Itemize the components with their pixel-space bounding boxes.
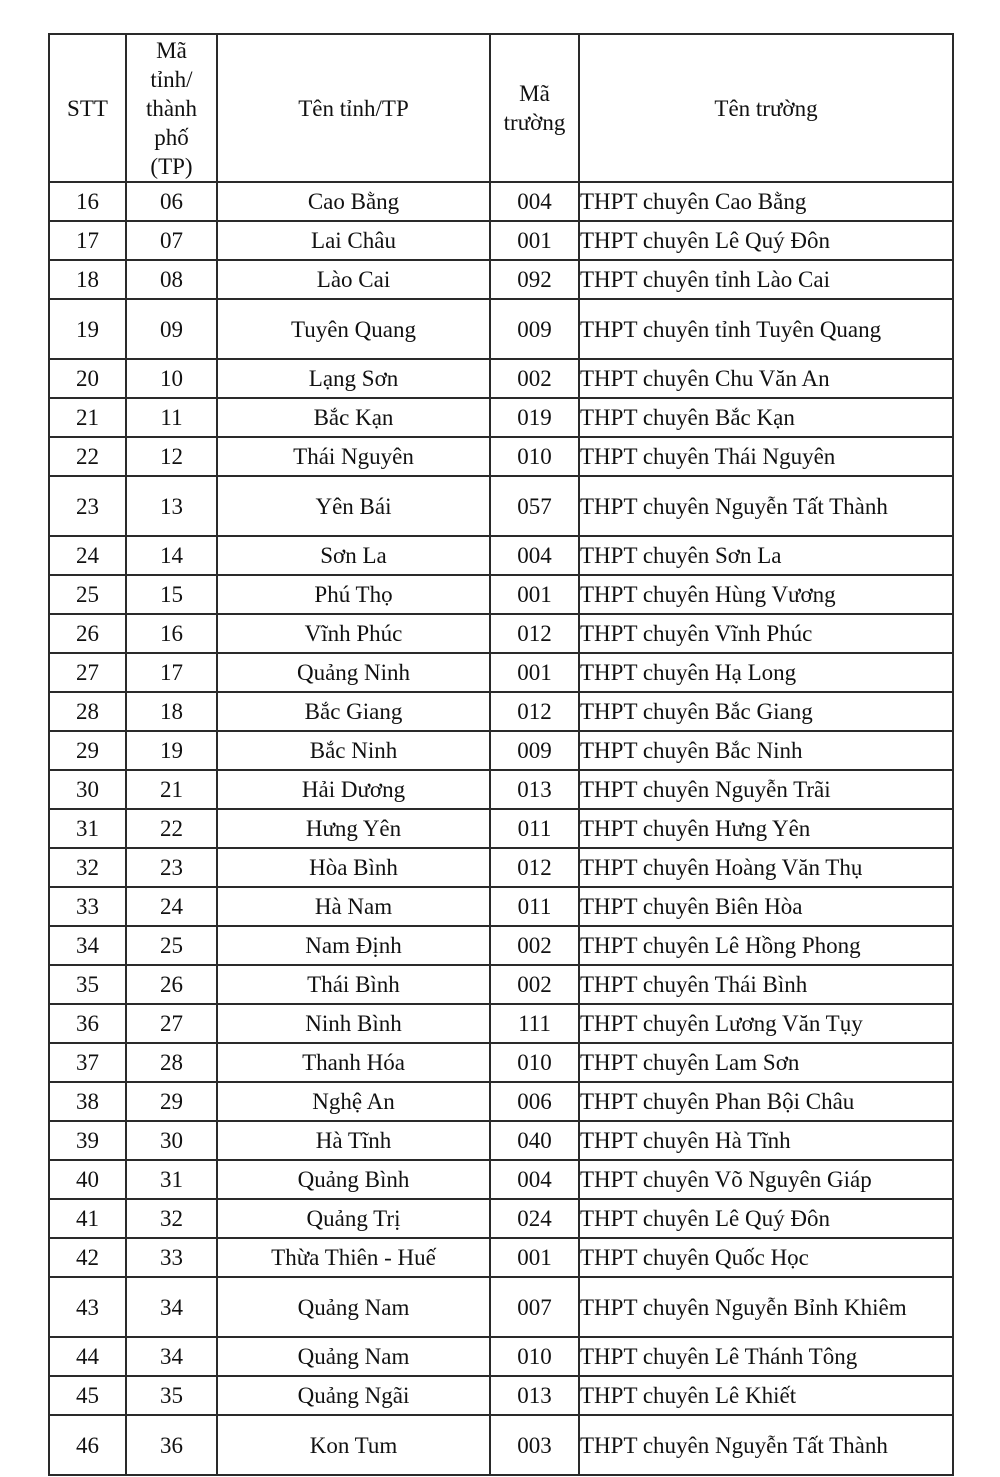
cell-stt: 27 bbox=[49, 653, 126, 692]
cell-stt: 39 bbox=[49, 1121, 126, 1160]
cell-stt: 36 bbox=[49, 1004, 126, 1043]
table-row bbox=[49, 1043, 953, 1082]
cell-province-name: Thanh Hóa bbox=[217, 1043, 490, 1082]
cell-stt: 41 bbox=[49, 1199, 126, 1238]
cell-school-name: THPT chuyên Cao Bằng bbox=[579, 182, 953, 221]
cell-province-name: Quảng Ngãi bbox=[217, 1376, 490, 1415]
cell-province-code: 34 bbox=[126, 1277, 217, 1337]
cell-school-name: THPT chuyên Chu Văn An bbox=[579, 359, 953, 398]
cell-school-name: THPT chuyên Hùng Vương bbox=[579, 575, 953, 614]
cell-school-code: 002 bbox=[490, 926, 579, 965]
table-row bbox=[49, 1082, 953, 1121]
cell-school-name: THPT chuyên Lê Hồng Phong bbox=[579, 926, 953, 965]
cell-stt: 28 bbox=[49, 692, 126, 731]
cell-province-code: 07 bbox=[126, 221, 217, 260]
cell-province-name: Bắc Ninh bbox=[217, 731, 490, 770]
cell-province-code: 35 bbox=[126, 1376, 217, 1415]
cell-school-name: THPT chuyên Lam Sơn bbox=[579, 1043, 953, 1082]
cell-school-name: THPT chuyên Lê Quý Đôn bbox=[579, 221, 953, 260]
cell-stt: 25 bbox=[49, 575, 126, 614]
cell-province-code: 19 bbox=[126, 731, 217, 770]
cell-province-code: 17 bbox=[126, 653, 217, 692]
cell-stt: 20 bbox=[49, 359, 126, 398]
cell-stt: 22 bbox=[49, 437, 126, 476]
table-row bbox=[49, 221, 953, 260]
table-row bbox=[49, 437, 953, 476]
cell-province-name: Lai Châu bbox=[217, 221, 490, 260]
cell-province-code: 10 bbox=[126, 359, 217, 398]
cell-school-name: THPT chuyên Nguyễn Tất Thành bbox=[579, 1415, 953, 1475]
cell-province-name: Quảng Ninh bbox=[217, 653, 490, 692]
cell-province-name: Hà Tĩnh bbox=[217, 1121, 490, 1160]
cell-province-name: Quảng Nam bbox=[217, 1277, 490, 1337]
cell-province-name: Quảng Trị bbox=[217, 1199, 490, 1238]
cell-province-code: 33 bbox=[126, 1238, 217, 1277]
cell-school-code: 001 bbox=[490, 221, 579, 260]
cell-province-name: Ninh Bình bbox=[217, 1004, 490, 1043]
cell-province-code: 31 bbox=[126, 1160, 217, 1199]
cell-school-name: THPT chuyên Phan Bội Châu bbox=[579, 1082, 953, 1121]
table-row bbox=[49, 575, 953, 614]
cell-school-name: THPT chuyên Bắc Giang bbox=[579, 692, 953, 731]
cell-school-code: 092 bbox=[490, 260, 579, 299]
cell-stt: 35 bbox=[49, 965, 126, 1004]
cell-stt: 26 bbox=[49, 614, 126, 653]
cell-school-name: THPT chuyên Hoàng Văn Thụ bbox=[579, 848, 953, 887]
table-row bbox=[49, 848, 953, 887]
cell-province-code: 11 bbox=[126, 398, 217, 437]
cell-province-code: 23 bbox=[126, 848, 217, 887]
cell-province-name: Bắc Giang bbox=[217, 692, 490, 731]
cell-school-code: 019 bbox=[490, 398, 579, 437]
cell-stt: 19 bbox=[49, 299, 126, 359]
cell-province-name: Vĩnh Phúc bbox=[217, 614, 490, 653]
table-row bbox=[49, 260, 953, 299]
cell-stt: 17 bbox=[49, 221, 126, 260]
cell-stt: 38 bbox=[49, 1082, 126, 1121]
cell-school-code: 057 bbox=[490, 476, 579, 536]
cell-province-code: 21 bbox=[126, 770, 217, 809]
cell-school-code: 010 bbox=[490, 1043, 579, 1082]
cell-school-code: 003 bbox=[490, 1415, 579, 1475]
header-school-code: Mã trường bbox=[490, 34, 579, 182]
cell-province-name: Hà Nam bbox=[217, 887, 490, 926]
cell-province-code: 09 bbox=[126, 299, 217, 359]
table-row bbox=[49, 299, 953, 359]
cell-province-code: 25 bbox=[126, 926, 217, 965]
cell-stt: 33 bbox=[49, 887, 126, 926]
table-row bbox=[49, 1376, 953, 1415]
table-row bbox=[49, 1121, 953, 1160]
header-school-name: Tên trường bbox=[579, 34, 953, 182]
cell-province-code: 36 bbox=[126, 1415, 217, 1475]
cell-stt: 23 bbox=[49, 476, 126, 536]
cell-school-name: THPT chuyên Bắc Ninh bbox=[579, 731, 953, 770]
cell-province-name: Kon Tum bbox=[217, 1415, 490, 1475]
cell-province-code: 30 bbox=[126, 1121, 217, 1160]
cell-school-code: 010 bbox=[490, 437, 579, 476]
cell-school-code: 001 bbox=[490, 575, 579, 614]
cell-province-name: Quảng Nam bbox=[217, 1337, 490, 1376]
cell-school-name: THPT chuyên Bắc Kạn bbox=[579, 398, 953, 437]
cell-province-code: 34 bbox=[126, 1337, 217, 1376]
cell-school-code: 012 bbox=[490, 692, 579, 731]
cell-school-code: 010 bbox=[490, 1337, 579, 1376]
cell-school-code: 002 bbox=[490, 359, 579, 398]
cell-school-name: THPT chuyên Lê Quý Đôn bbox=[579, 1199, 953, 1238]
table-row bbox=[49, 1004, 953, 1043]
cell-school-code: 004 bbox=[490, 182, 579, 221]
cell-province-code: 18 bbox=[126, 692, 217, 731]
table-row bbox=[49, 182, 953, 221]
cell-school-name: THPT chuyên Hạ Long bbox=[579, 653, 953, 692]
cell-stt: 34 bbox=[49, 926, 126, 965]
table-row bbox=[49, 965, 953, 1004]
cell-school-name: THPT chuyên Lê Thánh Tông bbox=[579, 1337, 953, 1376]
cell-school-name: THPT chuyên Võ Nguyên Giáp bbox=[579, 1160, 953, 1199]
cell-province-name: Tuyên Quang bbox=[217, 299, 490, 359]
table-row bbox=[49, 476, 953, 536]
cell-province-code: 08 bbox=[126, 260, 217, 299]
table-row bbox=[49, 1199, 953, 1238]
cell-school-code: 013 bbox=[490, 1376, 579, 1415]
cell-school-code: 011 bbox=[490, 887, 579, 926]
cell-province-code: 32 bbox=[126, 1199, 217, 1238]
cell-province-code: 16 bbox=[126, 614, 217, 653]
cell-school-code: 001 bbox=[490, 1238, 579, 1277]
cell-school-name: THPT chuyên tỉnh Tuyên Quang bbox=[579, 299, 953, 359]
cell-stt: 46 bbox=[49, 1415, 126, 1475]
cell-school-name: THPT chuyên Nguyễn Trãi bbox=[579, 770, 953, 809]
cell-stt: 31 bbox=[49, 809, 126, 848]
cell-school-name: THPT chuyên Nguyễn Tất Thành bbox=[579, 476, 953, 536]
cell-stt: 29 bbox=[49, 731, 126, 770]
cell-province-code: 13 bbox=[126, 476, 217, 536]
cell-stt: 24 bbox=[49, 536, 126, 575]
table-row bbox=[49, 536, 953, 575]
cell-province-name: Hòa Bình bbox=[217, 848, 490, 887]
cell-stt: 45 bbox=[49, 1376, 126, 1415]
cell-province-code: 12 bbox=[126, 437, 217, 476]
table-row bbox=[49, 1277, 953, 1337]
cell-province-name: Hải Dương bbox=[217, 770, 490, 809]
cell-school-code: 009 bbox=[490, 299, 579, 359]
table-row bbox=[49, 398, 953, 437]
cell-school-name: THPT chuyên Thái Bình bbox=[579, 965, 953, 1004]
table-header-row bbox=[49, 34, 953, 182]
cell-school-name: THPT chuyên Quốc Học bbox=[579, 1238, 953, 1277]
cell-province-code: 27 bbox=[126, 1004, 217, 1043]
cell-school-code: 024 bbox=[490, 1199, 579, 1238]
cell-province-name: Lào Cai bbox=[217, 260, 490, 299]
cell-province-code: 28 bbox=[126, 1043, 217, 1082]
cell-stt: 16 bbox=[49, 182, 126, 221]
table-row bbox=[49, 926, 953, 965]
cell-school-code: 009 bbox=[490, 731, 579, 770]
cell-province-name: Thái Nguyên bbox=[217, 437, 490, 476]
table-row bbox=[49, 809, 953, 848]
cell-province-code: 15 bbox=[126, 575, 217, 614]
cell-school-name: THPT chuyên Sơn La bbox=[579, 536, 953, 575]
cell-school-name: THPT chuyên Lê Khiết bbox=[579, 1376, 953, 1415]
cell-province-name: Sơn La bbox=[217, 536, 490, 575]
cell-stt: 37 bbox=[49, 1043, 126, 1082]
table-row bbox=[49, 887, 953, 926]
table-row bbox=[49, 770, 953, 809]
cell-school-code: 111 bbox=[490, 1004, 579, 1043]
cell-school-name: THPT chuyên Nguyễn Bỉnh Khiêm bbox=[579, 1277, 953, 1337]
cell-stt: 42 bbox=[49, 1238, 126, 1277]
cell-province-code: 26 bbox=[126, 965, 217, 1004]
table-row bbox=[49, 1160, 953, 1199]
cell-province-name: Lạng Sơn bbox=[217, 359, 490, 398]
table-row bbox=[49, 692, 953, 731]
header-province-code: Mã tỉnh/ thành phố (TP) bbox=[126, 34, 217, 182]
cell-stt: 21 bbox=[49, 398, 126, 437]
cell-stt: 32 bbox=[49, 848, 126, 887]
cell-stt: 43 bbox=[49, 1277, 126, 1337]
cell-province-name: Thái Bình bbox=[217, 965, 490, 1004]
table-row bbox=[49, 1238, 953, 1277]
cell-province-name: Nam Định bbox=[217, 926, 490, 965]
cell-province-name: Bắc Kạn bbox=[217, 398, 490, 437]
header-stt: STT bbox=[49, 34, 126, 182]
cell-province-code: 24 bbox=[126, 887, 217, 926]
cell-province-name: Phú Thọ bbox=[217, 575, 490, 614]
cell-school-code: 001 bbox=[490, 653, 579, 692]
cell-province-name: Hưng Yên bbox=[217, 809, 490, 848]
cell-province-name: Nghệ An bbox=[217, 1082, 490, 1121]
cell-school-name: THPT chuyên tỉnh Lào Cai bbox=[579, 260, 953, 299]
cell-province-code: 14 bbox=[126, 536, 217, 575]
cell-school-code: 013 bbox=[490, 770, 579, 809]
cell-province-name: Quảng Bình bbox=[217, 1160, 490, 1199]
table-row bbox=[49, 614, 953, 653]
cell-school-name: THPT chuyên Biên Hòa bbox=[579, 887, 953, 926]
cell-province-name: Cao Bằng bbox=[217, 182, 490, 221]
cell-school-name: THPT chuyên Thái Nguyên bbox=[579, 437, 953, 476]
cell-school-name: THPT chuyên Lương Văn Tụy bbox=[579, 1004, 953, 1043]
header-province-name: Tên tỉnh/TP bbox=[217, 34, 490, 182]
table-row bbox=[49, 653, 953, 692]
cell-school-code: 006 bbox=[490, 1082, 579, 1121]
cell-stt: 44 bbox=[49, 1337, 126, 1376]
cell-school-code: 040 bbox=[490, 1121, 579, 1160]
cell-school-code: 012 bbox=[490, 848, 579, 887]
cell-school-code: 011 bbox=[490, 809, 579, 848]
cell-stt: 30 bbox=[49, 770, 126, 809]
cell-province-name: Yên Bái bbox=[217, 476, 490, 536]
cell-school-code: 007 bbox=[490, 1277, 579, 1337]
table-row bbox=[49, 1337, 953, 1376]
cell-province-code: 22 bbox=[126, 809, 217, 848]
school-table bbox=[48, 33, 954, 1476]
cell-school-name: THPT chuyên Hà Tĩnh bbox=[579, 1121, 953, 1160]
table-row bbox=[49, 359, 953, 398]
table-body bbox=[49, 182, 953, 1475]
table-row bbox=[49, 1415, 953, 1475]
cell-school-name: THPT chuyên Vĩnh Phúc bbox=[579, 614, 953, 653]
cell-stt: 40 bbox=[49, 1160, 126, 1199]
table-row bbox=[49, 731, 953, 770]
cell-school-code: 004 bbox=[490, 536, 579, 575]
cell-school-code: 004 bbox=[490, 1160, 579, 1199]
cell-school-name: THPT chuyên Hưng Yên bbox=[579, 809, 953, 848]
cell-province-code: 06 bbox=[126, 182, 217, 221]
cell-school-code: 002 bbox=[490, 965, 579, 1004]
cell-school-code: 012 bbox=[490, 614, 579, 653]
cell-province-code: 29 bbox=[126, 1082, 217, 1121]
cell-province-name: Thừa Thiên - Huế bbox=[217, 1238, 490, 1277]
cell-stt: 18 bbox=[49, 260, 126, 299]
